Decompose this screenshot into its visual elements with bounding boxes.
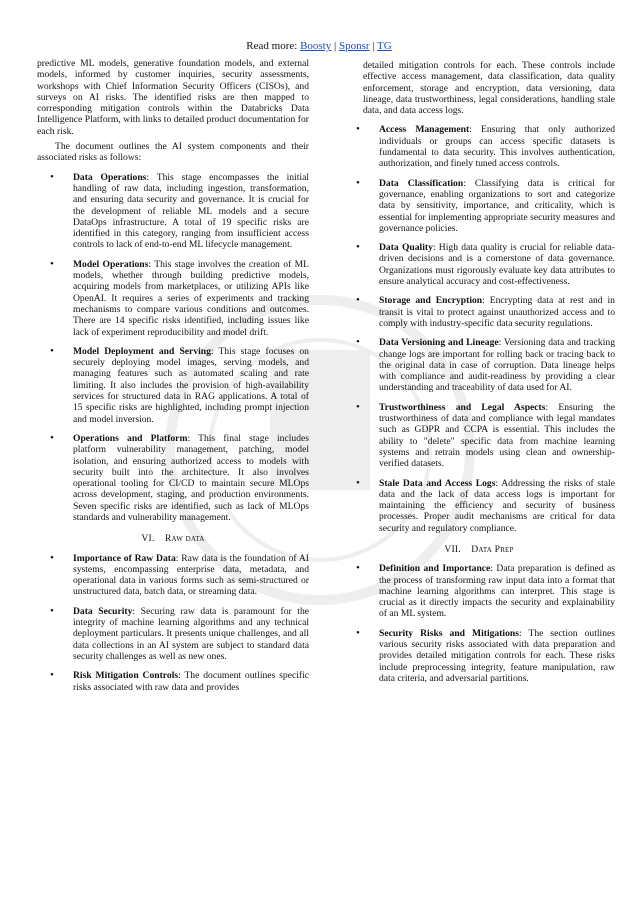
- raw-data-list: [37, 553, 309, 693]
- list-item: • Operations and Platform: This final stage includes platform vulnerability management, patching, model isolation, and ensuring authorized access to models with security built into the architecture. It also involves operational tooling for CI/CD to maintain secure MLOps across development, staging, and production environments. Seven specific risks are identified, such as lack of MLOps standards and vulnerability management.: [37, 433, 309, 523]
- list-item: • Storage and Encryption: Encrypting data at rest and in transit is vital to protect against unauthorized access and to comply with industry-specific data security regulations.: [343, 295, 615, 329]
- list-item: • Model Deployment and Serving: This stage focuses on securely deploying model images, serving models, and managing features such as automated scaling and rate limiting. It also includes the provision of high-availability services for structured data in RAG applications. A total of 15 specific risks are highlighted, including prompt injection and model inversion.: [37, 346, 309, 425]
- list-item: • Risk Mitigation Controls: The document outlines specific risks associated with raw data and provides: [37, 670, 309, 693]
- list-item: • Security Risks and Mitigations: The section outlines various security risks associated with data preparation and provides detailed mitigation controls for each. These risks include preprocessing integrity, feature manipulation, raw data criteria, and adversarial partitions.: [343, 628, 615, 684]
- list-item: • Importance of Raw Data: Raw data is the foundation of AI systems, encompassing enterprise data, metadata, and operational data in various forms such as semi-structured or unstructured data, batch data, or streaming data.: [37, 553, 309, 598]
- sponsr-link[interactable]: Sponsr: [338, 40, 370, 52]
- list-item: • Trustworthiness and Legal Aspects: Ensuring the trustworthiness of data and compliance with legal mandates such as GDPR and CCPA is essential. This includes the ability to "delete" specific data from machine learning systems and retrain models using clean and ownership-verified datasets.: [343, 402, 615, 470]
- list-item: • Data Security: Securing raw data is paramount for the integrity of machine learning algorithms and any technical deployment particulars. It presents unique challenges, and all data collections in an AI system are subject to standard data security challenges as well as new ones.: [37, 606, 309, 662]
- list-item: • Model Operations: This stage involves the creation of ML models, whether through building predictive models, acquiring models from marketplaces, or utilizing APIs like OpenAI. It requires a series of experiments and tracking mechanisms to compare various conditions and outcomes. There are 14 specific risks identified, including issues like lack of experiment reproducibility and model drift.: [37, 259, 309, 338]
- boosty-link[interactable]: Boosty: [300, 40, 332, 52]
- outline-paragraph: The document outlines the AI system components and their associated risks as follows:: [37, 141, 309, 164]
- list-item: • Access Management: Ensuring that only authorized individuals or groups can access specific datasets is fundamental to data security. This involves authentication, authorization, and finely tuned access controls.: [343, 124, 615, 169]
- raw-data-continued-list: [343, 60, 615, 534]
- list-item: • Stale Data and Access Logs: Addressing the risks of stale data and the lack of data access logs is important for maintaining the efficiency and security of business processes. Proper audit mechanisms are critical for data security and regulatory compliance.: [343, 478, 615, 534]
- data-prep-list: [343, 563, 615, 684]
- section-heading-data-prep: VII. Data Prep: [444, 543, 514, 555]
- right-column: [343, 60, 615, 684]
- list-item: • Data Operations: This stage encompasses the initial handling of raw data, including ingestion, transformation, and ensuring data security and governance. It is crucial for the development of reliable ML models and a secure DataOps infrastructure. A total of 19 specific risks are identified in this category, ranging from insufficient access controls to lack of end-to-end ML lifecycle management.: [37, 172, 309, 251]
- tg-link[interactable]: TG: [377, 40, 392, 52]
- section-heading-raw-data: VI. Raw data: [141, 533, 205, 545]
- header-prefix: Read more:: [246, 40, 301, 52]
- left-column: [37, 58, 309, 693]
- list-item: • Definition and Importance: Data preparation is defined as the process of transforming raw input data into a format that machine learning algorithms can interpret. This stage is crucial as it directly impacts the security and explainability of an ML system.: [343, 563, 615, 619]
- component-list: [37, 172, 309, 524]
- list-item: • Data Quality: High data quality is crucial for reliable data-driven decisions and is a cornerstone of data governance. Organizations must rigorously evaluate key data attributes to ensure analytical accuracy and cost-effectiveness.: [343, 242, 615, 287]
- header-separator: |: [331, 40, 339, 52]
- intro-paragraph: predictive ML models, generative foundation models, and external models, informed by customer inquiries, security assessments, workshops with Chief Information Security Officers (CISOs), and surveys on AI risks. The identified risks are then mapped to corresponding mitigation controls within the Databricks Data Intelligence Platform, with links to detailed product documentation for each risk.: [37, 58, 309, 137]
- page-header: [0, 40, 638, 52]
- list-item: • Data Versioning and Lineage: Versioning data and tracking change logs are important for rolling back or tracing back to the original data in case of corruption. Data lineage helps with compliance and audit-readiness by providing a clear understanding and traceability of data used for AI.: [343, 337, 615, 393]
- header-separator: |: [369, 40, 378, 52]
- list-item: • Data Classification: Classifying data is critical for governance, enabling organizations to sort and categorize data by sensitivity, importance, and criticality, which is essential for implementing appropriate security measures and governance policies.: [343, 178, 615, 234]
- list-item-continued: detailed mitigation controls for each. These controls include effective access management, data classification, data quality enforcement, storage and encryption, data versioning, data lineage, data trustworthiness, legal considerations, handling stale data, and data access logs.: [363, 60, 615, 117]
